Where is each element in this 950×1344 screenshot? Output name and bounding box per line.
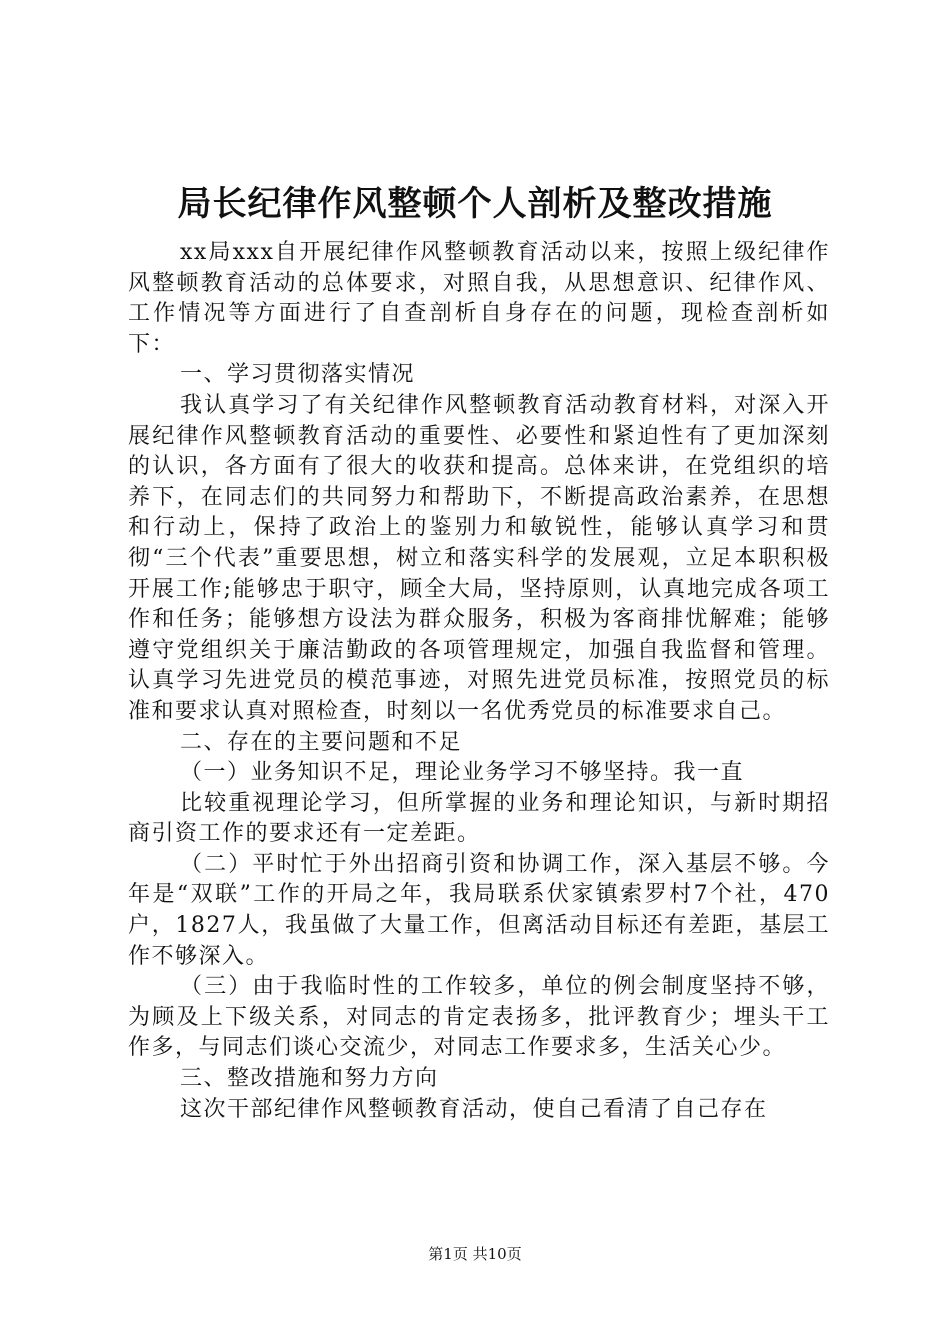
paragraph-study: 我认真学习了有关纪律作风整顿教育活动教育材料，对深入开展纪律作风整顿教育活动的重要性、必要性和紧迫性有了更加深刻的认识，各方面有了很大的收获和提高。总体来讲，在党组织的培养下，在同志们的共同努力和帮助下，不断提高政治素养，在思想和行动上，保持了政治上的鉴别力和敏锐性，能够认真学习和贯彻“三个代表”重要思想，树立和落实科学的发展观，立足本职积极开展工作;能够忠于职守，顾全大局，坚持原则，认真地完成各项工作和任务；能够想方设法为群众服务，积极为客商排忧解难；能够遵守党组织关于廉洁勤政的各项管理规定，加强自我监督和管理。认真学习先进党员的模范事迹，对照先进党员标准，按照党员的标准和要求认真对照检查，时刻以一名优秀党员的标准要求自己。: [128, 392, 830, 724]
section-heading-2: 二、存在的主要问题和不足: [180, 729, 463, 755]
page-number-footer: 第1页 共10页: [428, 1245, 522, 1263]
document-body: [128, 238, 830, 1125]
paragraph-intro: xx局xxx自开展纪律作风整顿教育活动以来，按照上级纪律作风整顿教育活动的总体要求，对照自我，从思想意识、纪律作风、工作情况等方面进行了自查剖析自身存在的问题，现检查剖析如下：: [128, 240, 830, 357]
problem-item-1-body: 比较重视理论学习，但所掌握的业务和理论知识，与新时期招商引资工作的要求还有一定差距。: [128, 790, 830, 847]
document-title: 局长纪律作风整顿个人剖析及整改措施: [177, 184, 773, 224]
problem-item-3: （三）由于我临时性的工作较多，单位的例会制度坚持不够，为顾及上下级关系，对同志的肯定表扬多，批评教育少；埋头干工作多，与同志们谈心交流少，对同志工作要求多，生活关心少。: [128, 974, 830, 1061]
problem-item-2: （二）平时忙于外出招商引资和协调工作，深入基层不够。今年是“双联”工作的开局之年，我局联系伏家镇索罗村7个社，470户，1827人，我虽做了大量工作，但离活动目标还有差距，基层工作不够深入。: [128, 851, 830, 969]
paragraph-rectification: 这次干部纪律作风整顿教育活动，使自己看清了自己存在: [180, 1096, 768, 1122]
section-heading-1: 一、学习贯彻落实情况: [180, 362, 416, 388]
problem-item-1-lead: （一）业务知识不足，理论业务学习不够坚持。我一直: [180, 760, 745, 786]
section-heading-3: 三、整改措施和努力方向: [180, 1066, 439, 1092]
